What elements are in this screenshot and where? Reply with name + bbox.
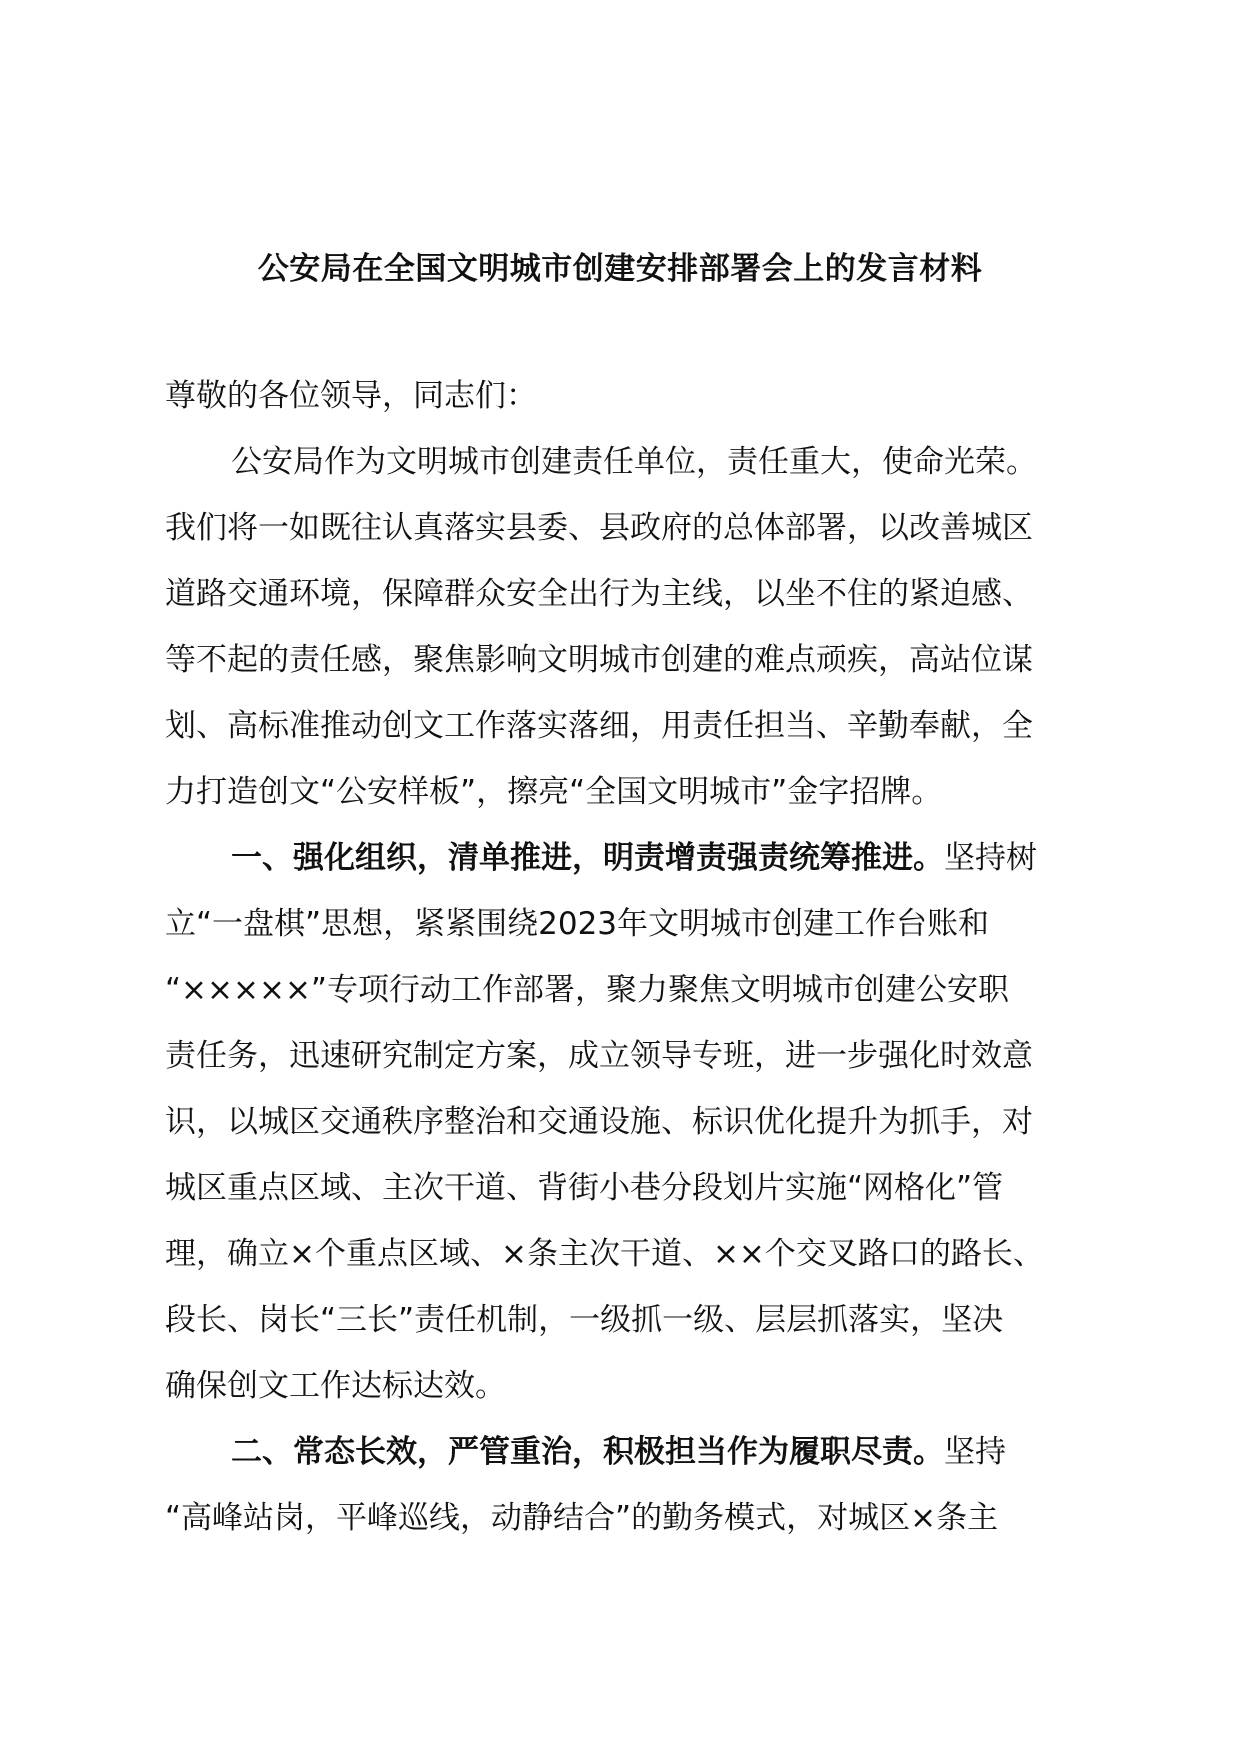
paragraph-line: [165, 1089, 1095, 1155]
line-text: 公安局作为文明城市创建责任单位，责任重大，使命光荣。: [231, 444, 1037, 480]
line-text: 城区重点区域、主次干道、背街小巷分段划片实施“网格化”管: [165, 1170, 1004, 1206]
paragraph-line: [165, 1023, 1095, 1089]
paragraph-line: [165, 957, 1095, 1023]
paragraph-line: [165, 1353, 1095, 1419]
line-text: 坚持树: [944, 840, 1037, 876]
paragraph-line: [165, 561, 1095, 627]
line-text: 确保创文工作达标达效。: [165, 1368, 506, 1404]
paragraph-line: [165, 1485, 1095, 1551]
section-heading: 二、常态长效，严管重治，积极担当作为履职尽责。: [231, 1434, 944, 1470]
line-text: 力打造创文“公安样板”，擦亮“全国文明城市”金字招牌。: [165, 774, 943, 810]
page-title: 公安局在全国文明城市创建安排部署会上的发言材料: [257, 251, 983, 287]
paragraph-line: [165, 759, 1095, 825]
paragraph-line: [165, 627, 1095, 693]
section-heading-line: [165, 825, 1095, 891]
section-heading: 一、强化组织，清单推进，明责增责强责统筹推进。: [231, 840, 944, 876]
line-text: 我们将一如既往认真落实县委、县政府的总体部署，以改善城区: [165, 510, 1033, 546]
paragraph-line: [165, 891, 1095, 957]
line-text: 划、高标准推动创文工作落实落细，用责任担当、辛勤奉献，全: [165, 708, 1033, 744]
line-text: 理，确立×个重点区域、×条主次干道、××个交叉路口的路长、: [165, 1236, 1044, 1272]
line-text: “×××××”专项行动工作部署，聚力聚焦文明城市创建公安职: [165, 972, 1009, 1008]
line-text: 段长、岗长“三长”责任机制，一级抓一级、层层抓落实，坚决: [165, 1302, 1004, 1338]
paragraph-line: [165, 495, 1095, 561]
paragraph-line: [165, 1155, 1095, 1221]
greeting-line: [165, 363, 1095, 429]
paragraph-line: [165, 429, 1095, 495]
section-heading-line: [165, 1419, 1095, 1485]
line-text: 立“一盘棋”思想，紧紧围绕2023年文明城市创建工作台账和: [165, 906, 990, 942]
document-body: [165, 363, 1095, 1551]
paragraph-line: [165, 1221, 1095, 1287]
line-text: 等不起的责任感，聚焦影响文明城市创建的难点顽疾，高站位谋: [165, 642, 1033, 678]
line-text: 识，以城区交通秩序整治和交通设施、标识优化提升为抓手，对: [165, 1104, 1033, 1140]
line-text: 尊敬的各位领导，同志们：: [165, 378, 537, 414]
line-text: 责任务，迅速研究制定方案，成立领导专班，进一步强化时效意: [165, 1038, 1033, 1074]
paragraph-line: [165, 693, 1095, 759]
paragraph-line: [165, 1287, 1095, 1353]
line-text: 坚持: [944, 1434, 1006, 1470]
line-text: 道路交通环境，保障群众安全出行为主线，以坐不住的紧迫感、: [165, 576, 1033, 612]
line-text: “高峰站岗，平峰巡线，动静结合”的勤务模式，对城区×条主: [165, 1500, 999, 1536]
